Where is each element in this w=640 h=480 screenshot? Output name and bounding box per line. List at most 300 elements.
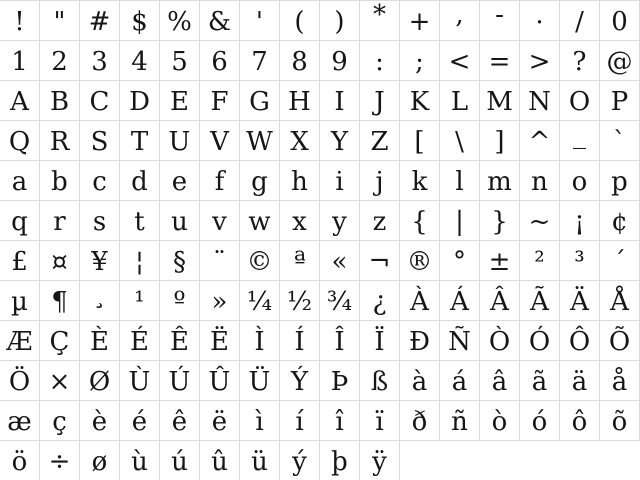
glyph: [ bbox=[414, 127, 425, 157]
glyph-cell[interactable] bbox=[120, 121, 160, 161]
glyph-cell[interactable] bbox=[160, 441, 200, 480]
glyph-cell[interactable] bbox=[200, 201, 240, 241]
glyph-cell[interactable] bbox=[120, 1, 160, 41]
glyph: ¹ bbox=[134, 287, 145, 317]
glyph: © bbox=[246, 247, 273, 277]
glyph: ~ bbox=[528, 207, 551, 237]
glyph: þ bbox=[331, 447, 348, 477]
glyph-cell[interactable] bbox=[40, 201, 80, 241]
glyph: Ë bbox=[210, 327, 229, 357]
glyph-cell[interactable] bbox=[240, 1, 280, 41]
glyph-cell[interactable] bbox=[40, 41, 80, 81]
glyph: = bbox=[488, 47, 511, 77]
glyph: Ö bbox=[8, 367, 31, 397]
glyph: q bbox=[11, 207, 28, 237]
glyph-cell[interactable] bbox=[360, 1, 400, 41]
glyph-cell[interactable] bbox=[400, 201, 440, 241]
glyph: { bbox=[411, 207, 428, 237]
glyph-cell[interactable] bbox=[200, 321, 240, 361]
glyph: Í bbox=[294, 327, 305, 357]
glyph-cell[interactable] bbox=[200, 281, 240, 321]
glyph-cell[interactable] bbox=[320, 361, 360, 401]
glyph: 9 bbox=[331, 47, 348, 77]
glyph-cell[interactable] bbox=[440, 281, 480, 321]
glyph-cell[interactable] bbox=[80, 41, 120, 81]
glyph: } bbox=[491, 207, 508, 237]
glyph-cell[interactable] bbox=[320, 321, 360, 361]
glyph: " bbox=[53, 7, 66, 37]
glyph-cell[interactable] bbox=[200, 1, 240, 41]
glyph: ¼ bbox=[246, 287, 273, 317]
glyph-cell[interactable] bbox=[240, 81, 280, 121]
glyph: Å bbox=[610, 287, 629, 317]
glyph-cell[interactable] bbox=[160, 281, 200, 321]
glyph: ï bbox=[375, 407, 384, 437]
glyph-cell[interactable] bbox=[80, 161, 120, 201]
glyph-cell[interactable] bbox=[520, 121, 560, 161]
glyph-cell[interactable] bbox=[40, 1, 80, 41]
glyph: M bbox=[486, 87, 513, 117]
glyph-cell[interactable] bbox=[280, 161, 320, 201]
glyph: ? bbox=[572, 47, 587, 77]
glyph-cell[interactable] bbox=[160, 121, 200, 161]
glyph-cell[interactable] bbox=[160, 401, 200, 441]
glyph-cell[interactable] bbox=[160, 41, 200, 81]
glyph-cell[interactable] bbox=[480, 401, 520, 441]
glyph: ù bbox=[131, 447, 148, 477]
glyph-cell[interactable] bbox=[280, 321, 320, 361]
glyph: ü bbox=[251, 447, 268, 477]
glyph-cell[interactable] bbox=[400, 161, 440, 201]
glyph-cell[interactable] bbox=[600, 41, 640, 81]
glyph: ^ bbox=[528, 127, 551, 157]
glyph: / bbox=[575, 7, 584, 37]
glyph-cell[interactable] bbox=[240, 401, 280, 441]
glyph-cell[interactable] bbox=[360, 401, 400, 441]
glyph-cell[interactable] bbox=[520, 201, 560, 241]
glyph: B bbox=[49, 87, 70, 117]
glyph-cell[interactable] bbox=[480, 321, 520, 361]
glyph-cell[interactable] bbox=[480, 41, 520, 81]
glyph: ö bbox=[11, 447, 28, 477]
glyph: Ì bbox=[254, 327, 265, 357]
glyph: Â bbox=[490, 287, 509, 317]
glyph: Þ bbox=[330, 367, 349, 397]
glyph-cell[interactable] bbox=[0, 121, 40, 161]
glyph-cell[interactable] bbox=[40, 281, 80, 321]
glyph-cell[interactable] bbox=[360, 201, 400, 241]
glyph: , bbox=[455, 0, 464, 30]
glyph-cell[interactable] bbox=[480, 161, 520, 201]
glyph-cell[interactable] bbox=[40, 161, 80, 201]
glyph: ý bbox=[292, 447, 307, 477]
glyph-cell[interactable] bbox=[560, 201, 600, 241]
glyph: + bbox=[408, 7, 431, 37]
glyph-cell[interactable] bbox=[280, 1, 320, 41]
glyph: Ï bbox=[374, 327, 385, 357]
glyph: û bbox=[211, 447, 228, 477]
glyph: : bbox=[375, 47, 384, 77]
glyph-cell[interactable] bbox=[400, 81, 440, 121]
glyph: K bbox=[409, 87, 430, 117]
glyph-cell[interactable] bbox=[400, 41, 440, 81]
glyph: m bbox=[487, 167, 512, 197]
glyph: ¤ bbox=[51, 247, 68, 277]
glyph-cell[interactable] bbox=[600, 361, 640, 401]
glyph: ' bbox=[255, 7, 264, 37]
glyph: c bbox=[92, 167, 107, 197]
glyph-cell[interactable] bbox=[240, 241, 280, 281]
glyph-cell[interactable] bbox=[440, 201, 480, 241]
glyph-cell[interactable] bbox=[600, 241, 640, 281]
glyph: í bbox=[295, 407, 304, 437]
glyph: . bbox=[535, 0, 544, 30]
glyph: v bbox=[212, 207, 227, 237]
glyph-cell[interactable] bbox=[320, 121, 360, 161]
glyph-cell[interactable] bbox=[400, 321, 440, 361]
glyph: ì bbox=[255, 407, 264, 437]
glyph-cell[interactable] bbox=[80, 281, 120, 321]
glyph-cell[interactable] bbox=[280, 281, 320, 321]
glyph-cell[interactable] bbox=[0, 321, 40, 361]
glyph: ] bbox=[494, 127, 505, 157]
glyph-cell[interactable] bbox=[240, 441, 280, 480]
glyph-cell[interactable] bbox=[0, 281, 40, 321]
glyph-cell[interactable] bbox=[80, 201, 120, 241]
glyph-cell[interactable] bbox=[160, 1, 200, 41]
glyph-cell[interactable] bbox=[320, 241, 360, 281]
glyph-cell[interactable] bbox=[400, 281, 440, 321]
glyph: n bbox=[531, 167, 548, 197]
glyph: | bbox=[455, 207, 464, 237]
glyph-cell[interactable] bbox=[560, 121, 600, 161]
glyph-cell[interactable] bbox=[360, 361, 400, 401]
glyph-cell[interactable] bbox=[280, 121, 320, 161]
glyph: ã bbox=[531, 367, 548, 397]
glyph-cell[interactable] bbox=[560, 1, 600, 41]
glyph-cell[interactable] bbox=[320, 81, 360, 121]
glyph: Ú bbox=[168, 367, 191, 397]
glyph-cell[interactable] bbox=[240, 281, 280, 321]
glyph: Ó bbox=[528, 327, 551, 357]
glyph: ¬ bbox=[368, 247, 391, 277]
glyph-cell[interactable] bbox=[240, 161, 280, 201]
glyph: O bbox=[568, 87, 591, 117]
glyph-cell[interactable] bbox=[360, 121, 400, 161]
glyph: * bbox=[373, 0, 386, 30]
glyph-cell[interactable] bbox=[360, 41, 400, 81]
glyph: ð bbox=[411, 407, 428, 437]
glyph-cell[interactable] bbox=[440, 81, 480, 121]
glyph-cell[interactable] bbox=[280, 81, 320, 121]
glyph-cell[interactable] bbox=[160, 81, 200, 121]
glyph-cell[interactable] bbox=[320, 401, 360, 441]
glyph-cell[interactable] bbox=[400, 401, 440, 441]
glyph-cell[interactable] bbox=[280, 201, 320, 241]
glyph-cell[interactable] bbox=[240, 201, 280, 241]
glyph: ! bbox=[14, 7, 25, 37]
glyph-cell[interactable] bbox=[240, 121, 280, 161]
glyph-cell[interactable] bbox=[440, 1, 480, 41]
glyph-cell[interactable] bbox=[280, 41, 320, 81]
glyph: ê bbox=[171, 407, 188, 437]
glyph: R bbox=[49, 127, 70, 157]
glyph-cell[interactable] bbox=[200, 441, 240, 480]
glyph: Ø bbox=[88, 367, 111, 397]
glyph: % bbox=[167, 7, 192, 37]
glyph-cell[interactable] bbox=[200, 401, 240, 441]
glyph-cell[interactable] bbox=[200, 41, 240, 81]
glyph: L bbox=[450, 87, 469, 117]
glyph-cell[interactable] bbox=[240, 41, 280, 81]
glyph-cell[interactable] bbox=[600, 281, 640, 321]
glyph: 1 bbox=[11, 47, 28, 77]
glyph-cell[interactable] bbox=[80, 121, 120, 161]
glyph-cell[interactable] bbox=[0, 361, 40, 401]
glyph-cell[interactable] bbox=[80, 401, 120, 441]
glyph-cell[interactable] bbox=[40, 401, 80, 441]
glyph-cell[interactable] bbox=[40, 441, 80, 480]
glyph-cell[interactable] bbox=[160, 161, 200, 201]
glyph-cell[interactable] bbox=[560, 361, 600, 401]
glyph: I bbox=[334, 87, 345, 117]
glyph-cell[interactable] bbox=[440, 401, 480, 441]
glyph-cell[interactable] bbox=[400, 241, 440, 281]
glyph: Ä bbox=[570, 287, 589, 317]
glyph-cell[interactable] bbox=[80, 1, 120, 41]
glyph-cell[interactable] bbox=[200, 241, 240, 281]
glyph: 4 bbox=[131, 47, 148, 77]
glyph: 6 bbox=[211, 47, 228, 77]
glyph-cell[interactable] bbox=[320, 441, 360, 480]
glyph-cell[interactable] bbox=[0, 161, 40, 201]
glyph-cell[interactable] bbox=[0, 81, 40, 121]
glyph: ¡ bbox=[574, 207, 585, 237]
glyph: > bbox=[528, 47, 551, 77]
glyph-cell[interactable] bbox=[520, 81, 560, 121]
glyph-cell[interactable] bbox=[40, 361, 80, 401]
glyph-cell[interactable] bbox=[280, 241, 320, 281]
glyph-cell[interactable] bbox=[520, 161, 560, 201]
glyph-cell[interactable] bbox=[0, 441, 40, 480]
glyph: 8 bbox=[291, 47, 308, 77]
glyph: ÿ bbox=[372, 447, 387, 477]
glyph: À bbox=[410, 287, 429, 317]
glyph-cell[interactable] bbox=[80, 241, 120, 281]
glyph: 2 bbox=[51, 47, 68, 77]
glyph-cell[interactable] bbox=[440, 41, 480, 81]
glyph-cell[interactable] bbox=[560, 401, 600, 441]
glyph: a bbox=[11, 167, 28, 197]
glyph-cell[interactable] bbox=[160, 241, 200, 281]
glyph-cell[interactable] bbox=[480, 361, 520, 401]
glyph-cell[interactable] bbox=[160, 321, 200, 361]
glyph: ¢ bbox=[611, 207, 628, 237]
glyph: é bbox=[131, 407, 148, 437]
glyph-cell[interactable] bbox=[80, 321, 120, 361]
glyph: ½ bbox=[286, 287, 313, 317]
glyph: t bbox=[134, 207, 145, 237]
glyph-cell[interactable] bbox=[360, 161, 400, 201]
glyph: ´ bbox=[613, 247, 626, 277]
glyph-cell[interactable] bbox=[120, 81, 160, 121]
glyph-cell[interactable] bbox=[520, 281, 560, 321]
glyph: u bbox=[171, 207, 188, 237]
glyph: Ù bbox=[128, 367, 151, 397]
glyph: µ bbox=[11, 287, 28, 317]
glyph-cell[interactable] bbox=[400, 1, 440, 41]
glyph-cell[interactable] bbox=[320, 161, 360, 201]
glyph: ñ bbox=[451, 407, 468, 437]
glyph-cell[interactable] bbox=[520, 241, 560, 281]
glyph: Ã bbox=[530, 287, 549, 317]
glyph-cell[interactable] bbox=[200, 361, 240, 401]
glyph: Ê bbox=[170, 327, 189, 357]
glyph: Ç bbox=[49, 327, 70, 357]
glyph-cell[interactable] bbox=[120, 361, 160, 401]
glyph-cell[interactable] bbox=[560, 41, 600, 81]
glyph: < bbox=[448, 47, 471, 77]
glyph-cell[interactable] bbox=[560, 161, 600, 201]
glyph: Ð bbox=[409, 327, 430, 357]
glyph-cell[interactable] bbox=[360, 241, 400, 281]
glyph-cell[interactable] bbox=[320, 281, 360, 321]
glyph-cell[interactable] bbox=[600, 321, 640, 361]
glyph-cell[interactable] bbox=[160, 201, 200, 241]
glyph: X bbox=[290, 127, 309, 157]
glyph-cell[interactable] bbox=[120, 41, 160, 81]
glyph: ³ bbox=[574, 247, 585, 277]
glyph: V bbox=[210, 127, 229, 157]
glyph-cell[interactable] bbox=[120, 321, 160, 361]
glyph-cell[interactable] bbox=[360, 81, 400, 121]
glyph-cell[interactable] bbox=[480, 201, 520, 241]
glyph-cell[interactable] bbox=[600, 1, 640, 41]
glyph: b bbox=[51, 167, 68, 197]
glyph-cell[interactable] bbox=[240, 361, 280, 401]
glyph-cell[interactable] bbox=[360, 281, 400, 321]
glyph-cell[interactable] bbox=[600, 401, 640, 441]
glyph: × bbox=[48, 367, 71, 397]
glyph-cell[interactable] bbox=[280, 361, 320, 401]
glyph-cell[interactable] bbox=[80, 441, 120, 480]
glyph-cell[interactable] bbox=[120, 241, 160, 281]
glyph: õ bbox=[611, 407, 628, 437]
glyph: Û bbox=[208, 367, 231, 397]
glyph-cell[interactable] bbox=[360, 321, 400, 361]
glyph: x bbox=[292, 207, 307, 237]
glyph-cell[interactable] bbox=[0, 241, 40, 281]
glyph: ¥ bbox=[91, 247, 108, 277]
glyph-cell[interactable] bbox=[560, 81, 600, 121]
glyph-cell[interactable] bbox=[560, 321, 600, 361]
glyph-cell[interactable] bbox=[480, 81, 520, 121]
glyph-cell[interactable] bbox=[120, 441, 160, 480]
glyph-cell[interactable] bbox=[600, 81, 640, 121]
glyph-cell[interactable] bbox=[480, 121, 520, 161]
glyph: ¶ bbox=[51, 287, 68, 317]
glyph: T bbox=[130, 127, 149, 157]
glyph-cell[interactable] bbox=[520, 401, 560, 441]
glyph-cell[interactable] bbox=[280, 401, 320, 441]
glyph: ÷ bbox=[48, 447, 71, 477]
glyph-cell[interactable] bbox=[320, 41, 360, 81]
glyph-cell[interactable] bbox=[520, 41, 560, 81]
glyph-cell[interactable] bbox=[40, 321, 80, 361]
glyph-cell[interactable] bbox=[280, 441, 320, 480]
glyph-cell[interactable] bbox=[360, 441, 400, 480]
glyph-cell[interactable] bbox=[560, 241, 600, 281]
glyph: ª bbox=[293, 247, 306, 277]
glyph: æ bbox=[7, 407, 32, 437]
glyph-cell[interactable] bbox=[120, 201, 160, 241]
glyph-cell[interactable] bbox=[120, 161, 160, 201]
glyph-cell[interactable] bbox=[80, 81, 120, 121]
glyph-cell[interactable] bbox=[80, 361, 120, 401]
glyph: ± bbox=[488, 247, 511, 277]
glyph-cell[interactable] bbox=[120, 281, 160, 321]
glyph-cell[interactable] bbox=[40, 121, 80, 161]
glyph: 0 bbox=[611, 7, 628, 37]
glyph-cell[interactable] bbox=[0, 401, 40, 441]
glyph: H bbox=[288, 87, 311, 117]
glyph-cell[interactable] bbox=[200, 81, 240, 121]
glyph-cell[interactable] bbox=[40, 241, 80, 281]
glyph-cell[interactable] bbox=[440, 121, 480, 161]
glyph: w bbox=[248, 207, 271, 237]
glyph-cell[interactable] bbox=[320, 201, 360, 241]
glyph: Ü bbox=[248, 367, 271, 397]
glyph-cell[interactable] bbox=[0, 201, 40, 241]
glyph-cell[interactable] bbox=[320, 1, 360, 41]
glyph-cell[interactable] bbox=[600, 201, 640, 241]
glyph-cell[interactable] bbox=[0, 41, 40, 81]
glyph-cell[interactable] bbox=[480, 281, 520, 321]
glyph-cell[interactable] bbox=[600, 161, 640, 201]
glyph-cell[interactable] bbox=[600, 121, 640, 161]
glyph-cell[interactable] bbox=[440, 321, 480, 361]
glyph-cell[interactable] bbox=[480, 1, 520, 41]
glyph: $ bbox=[131, 7, 148, 37]
glyph: - bbox=[495, 0, 504, 30]
glyph-cell[interactable] bbox=[560, 281, 600, 321]
glyph: y bbox=[332, 207, 347, 237]
glyph-cell[interactable] bbox=[440, 161, 480, 201]
glyph: D bbox=[129, 87, 150, 117]
glyph-cell[interactable] bbox=[520, 1, 560, 41]
glyph-cell[interactable] bbox=[440, 361, 480, 401]
glyph-cell[interactable] bbox=[400, 361, 440, 401]
glyph-cell[interactable] bbox=[240, 321, 280, 361]
glyph-cell[interactable] bbox=[0, 1, 40, 41]
glyph-cell[interactable] bbox=[480, 241, 520, 281]
glyph: h bbox=[291, 167, 308, 197]
glyph: ® bbox=[406, 247, 433, 277]
glyph-cell[interactable] bbox=[520, 361, 560, 401]
glyph-cell[interactable] bbox=[120, 401, 160, 441]
glyph: £ bbox=[11, 247, 28, 277]
glyph-cell[interactable] bbox=[400, 121, 440, 161]
glyph-cell[interactable] bbox=[40, 81, 80, 121]
glyph-cell[interactable] bbox=[520, 321, 560, 361]
glyph-cell[interactable] bbox=[200, 161, 240, 201]
glyph-cell[interactable] bbox=[440, 241, 480, 281]
glyph-cell[interactable] bbox=[200, 121, 240, 161]
glyph: Z bbox=[370, 127, 389, 157]
glyph-cell[interactable] bbox=[160, 361, 200, 401]
glyph: W bbox=[246, 127, 273, 157]
glyph: P bbox=[610, 87, 629, 117]
